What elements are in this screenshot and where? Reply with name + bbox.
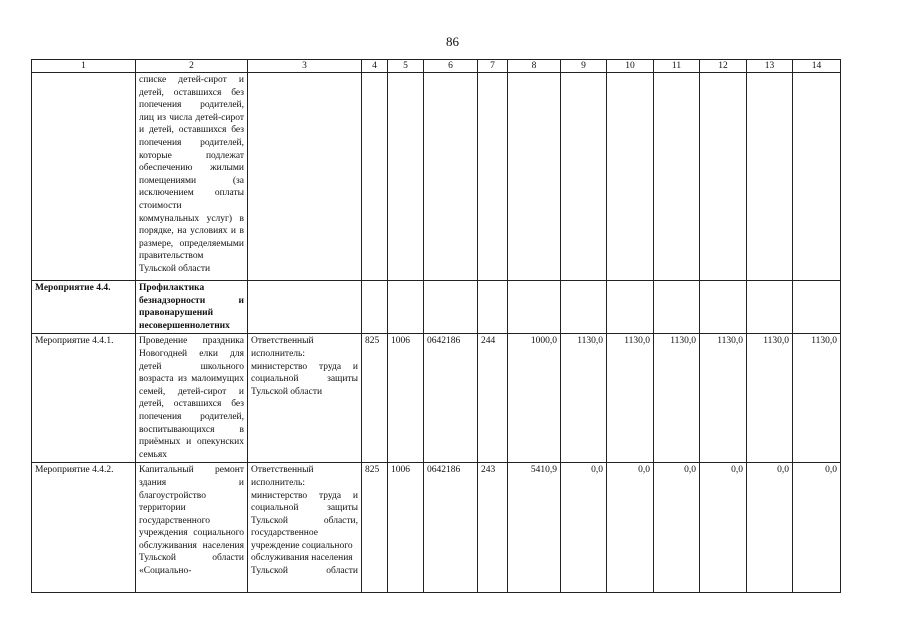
value-cell: 1130,0 bbox=[654, 334, 700, 463]
value-cell bbox=[508, 281, 561, 334]
executor-line: Ответственный bbox=[251, 465, 314, 476]
value-cell bbox=[478, 73, 508, 281]
value-cell: 825 bbox=[362, 334, 388, 463]
value-cell: 0,0 bbox=[747, 463, 793, 593]
value-cell: 0,0 bbox=[607, 463, 654, 593]
header-cell: 9 bbox=[561, 60, 607, 73]
executor-line: Ответственный bbox=[251, 336, 314, 347]
value-cell: 1130,0 bbox=[747, 334, 793, 463]
description-line: обеспечению жилыми bbox=[139, 163, 244, 174]
value-cell: 0,0 bbox=[793, 463, 841, 593]
measure-code-cell bbox=[32, 73, 136, 281]
value-cell bbox=[362, 281, 388, 334]
description-line: обслуживания населения bbox=[139, 540, 244, 551]
description-line: Капитальный ремонт bbox=[139, 465, 244, 476]
value-cell bbox=[362, 73, 388, 281]
value-cell: 1000,0 bbox=[508, 334, 561, 463]
executor-line: Тульской области bbox=[251, 566, 358, 577]
value-cell: 0,0 bbox=[700, 463, 747, 593]
value-cell bbox=[700, 281, 747, 334]
description-line: воспитывающихся в bbox=[139, 424, 244, 435]
executor-cell bbox=[248, 281, 362, 334]
value-cell: 5410,9 bbox=[508, 463, 561, 593]
description-line: порядке, на условиях и в bbox=[139, 226, 244, 237]
column-number-row bbox=[32, 60, 841, 73]
value-cell: 825 bbox=[362, 463, 388, 593]
description-line: списке детей-сирот и bbox=[139, 75, 244, 85]
header-cell: 4 bbox=[362, 60, 388, 73]
description-line: Тульской области bbox=[139, 553, 244, 564]
value-cell bbox=[607, 281, 654, 334]
executor-line: исполнитель: bbox=[251, 348, 305, 359]
header-cell: 2 bbox=[136, 60, 248, 73]
measure-code-cell: Мероприятие 4.4. bbox=[32, 281, 136, 334]
description-line: здания и bbox=[139, 477, 244, 488]
description-line: правительством bbox=[139, 251, 204, 262]
value-cell bbox=[700, 73, 747, 281]
description-line: размере, определяемыми bbox=[139, 238, 244, 249]
description-line: Проведение праздника bbox=[139, 336, 244, 347]
value-cell bbox=[424, 281, 478, 334]
executor-line: Тульской области bbox=[251, 386, 323, 397]
header-cell: 5 bbox=[388, 60, 424, 73]
budget-table bbox=[31, 59, 841, 593]
measure-code-cell: Мероприятие 4.4.2. bbox=[32, 463, 136, 593]
description-line: и детей, оставшихся без bbox=[139, 125, 244, 136]
description-line: благоустройство bbox=[139, 490, 206, 501]
description-line: Профилактика bbox=[139, 283, 205, 293]
executor-cell bbox=[248, 463, 362, 593]
header-cell: 10 bbox=[607, 60, 654, 73]
header-cell: 8 bbox=[508, 60, 561, 73]
measure-description-cell bbox=[136, 463, 248, 593]
executor-line: исполнитель: bbox=[251, 477, 305, 488]
value-cell bbox=[654, 73, 700, 281]
description-line: безнадзорности и bbox=[139, 295, 244, 306]
value-cell: 1130,0 bbox=[607, 334, 654, 463]
description-line: семей, детей-сирот и bbox=[139, 386, 244, 397]
description-line: детей школьного bbox=[139, 361, 244, 372]
value-cell bbox=[793, 281, 841, 334]
value-cell: 244 bbox=[478, 334, 508, 463]
value-cell: 0642186 bbox=[424, 334, 478, 463]
description-line: детей, оставшихся без bbox=[139, 87, 244, 98]
description-line: детей, оставшихся без bbox=[139, 399, 244, 410]
description-line: Тульской области bbox=[139, 263, 211, 274]
description-line: попечения родителей, bbox=[139, 100, 244, 111]
header-cell: 7 bbox=[478, 60, 508, 73]
value-cell bbox=[508, 73, 561, 281]
description-line: лиц из числа детей-сирот bbox=[139, 112, 244, 123]
value-cell bbox=[424, 73, 478, 281]
header-cell: 12 bbox=[700, 60, 747, 73]
description-line: помещениями (за bbox=[139, 175, 244, 186]
value-cell bbox=[607, 73, 654, 281]
description-line: Новогодней елки для bbox=[139, 348, 244, 359]
value-cell: 0,0 bbox=[654, 463, 700, 593]
measure-code-cell: Мероприятие 4.4.1. bbox=[32, 334, 136, 463]
value-cell: 0642186 bbox=[424, 463, 478, 593]
description-line: несовершеннолетних bbox=[139, 320, 230, 331]
executor-line: социальной защиты bbox=[251, 503, 358, 514]
table-row bbox=[32, 281, 841, 334]
value-cell: 1006 bbox=[388, 463, 424, 593]
description-line: семьях bbox=[139, 449, 168, 460]
value-cell: 1130,0 bbox=[561, 334, 607, 463]
measure-description-cell bbox=[136, 281, 248, 334]
value-cell bbox=[747, 281, 793, 334]
value-cell: 0,0 bbox=[561, 463, 607, 593]
value-cell: 243 bbox=[478, 463, 508, 593]
value-cell: 1130,0 bbox=[793, 334, 841, 463]
value-cell bbox=[388, 73, 424, 281]
value-cell bbox=[793, 73, 841, 281]
header-cell: 6 bbox=[424, 60, 478, 73]
executor-line: министерство труда и bbox=[251, 361, 358, 372]
description-line: попечения родителей, bbox=[139, 137, 244, 148]
value-cell: 1006 bbox=[388, 334, 424, 463]
description-line: исключением оплаты bbox=[139, 188, 244, 199]
value-cell: 1130,0 bbox=[700, 334, 747, 463]
executor-line: учреждение социального bbox=[251, 540, 353, 551]
description-line: стоимости bbox=[139, 200, 182, 211]
description-line: попечения родителей, bbox=[139, 411, 244, 422]
executor-line: обслуживания населения bbox=[251, 553, 353, 564]
executor-line: министерство труда и bbox=[251, 490, 358, 501]
header-cell: 3 bbox=[248, 60, 362, 73]
description-line: учреждения социального bbox=[139, 528, 244, 539]
measure-description-cell bbox=[136, 73, 248, 281]
value-cell bbox=[478, 281, 508, 334]
table-row bbox=[32, 334, 841, 463]
header-cell: 14 bbox=[793, 60, 841, 73]
description-line: территории bbox=[139, 503, 186, 514]
header-cell: 11 bbox=[654, 60, 700, 73]
value-cell bbox=[388, 281, 424, 334]
value-cell bbox=[654, 281, 700, 334]
value-cell bbox=[747, 73, 793, 281]
description-line: которые подлежат bbox=[139, 150, 244, 161]
table-row bbox=[32, 73, 841, 281]
executor-cell bbox=[248, 73, 362, 281]
header-cell: 13 bbox=[747, 60, 793, 73]
description-line: приёмных и опекунских bbox=[139, 437, 244, 448]
value-cell bbox=[561, 73, 607, 281]
description-line: правонарушений bbox=[139, 308, 214, 319]
description-line: возраста из малоимущих bbox=[139, 374, 244, 385]
executor-line: социальной защиты bbox=[251, 374, 358, 385]
measure-description-cell bbox=[136, 334, 248, 463]
description-line: «Социально- bbox=[139, 566, 192, 577]
description-line: коммунальных услуг) в bbox=[139, 213, 244, 224]
description-line: государственного bbox=[139, 515, 211, 526]
executor-line: государственное bbox=[251, 528, 318, 539]
table-row bbox=[32, 463, 841, 593]
executor-line: Тульской области, bbox=[251, 515, 358, 526]
executor-cell bbox=[248, 334, 362, 463]
header-cell: 1 bbox=[32, 60, 136, 73]
page-number: 86 bbox=[446, 34, 459, 49]
value-cell bbox=[561, 281, 607, 334]
